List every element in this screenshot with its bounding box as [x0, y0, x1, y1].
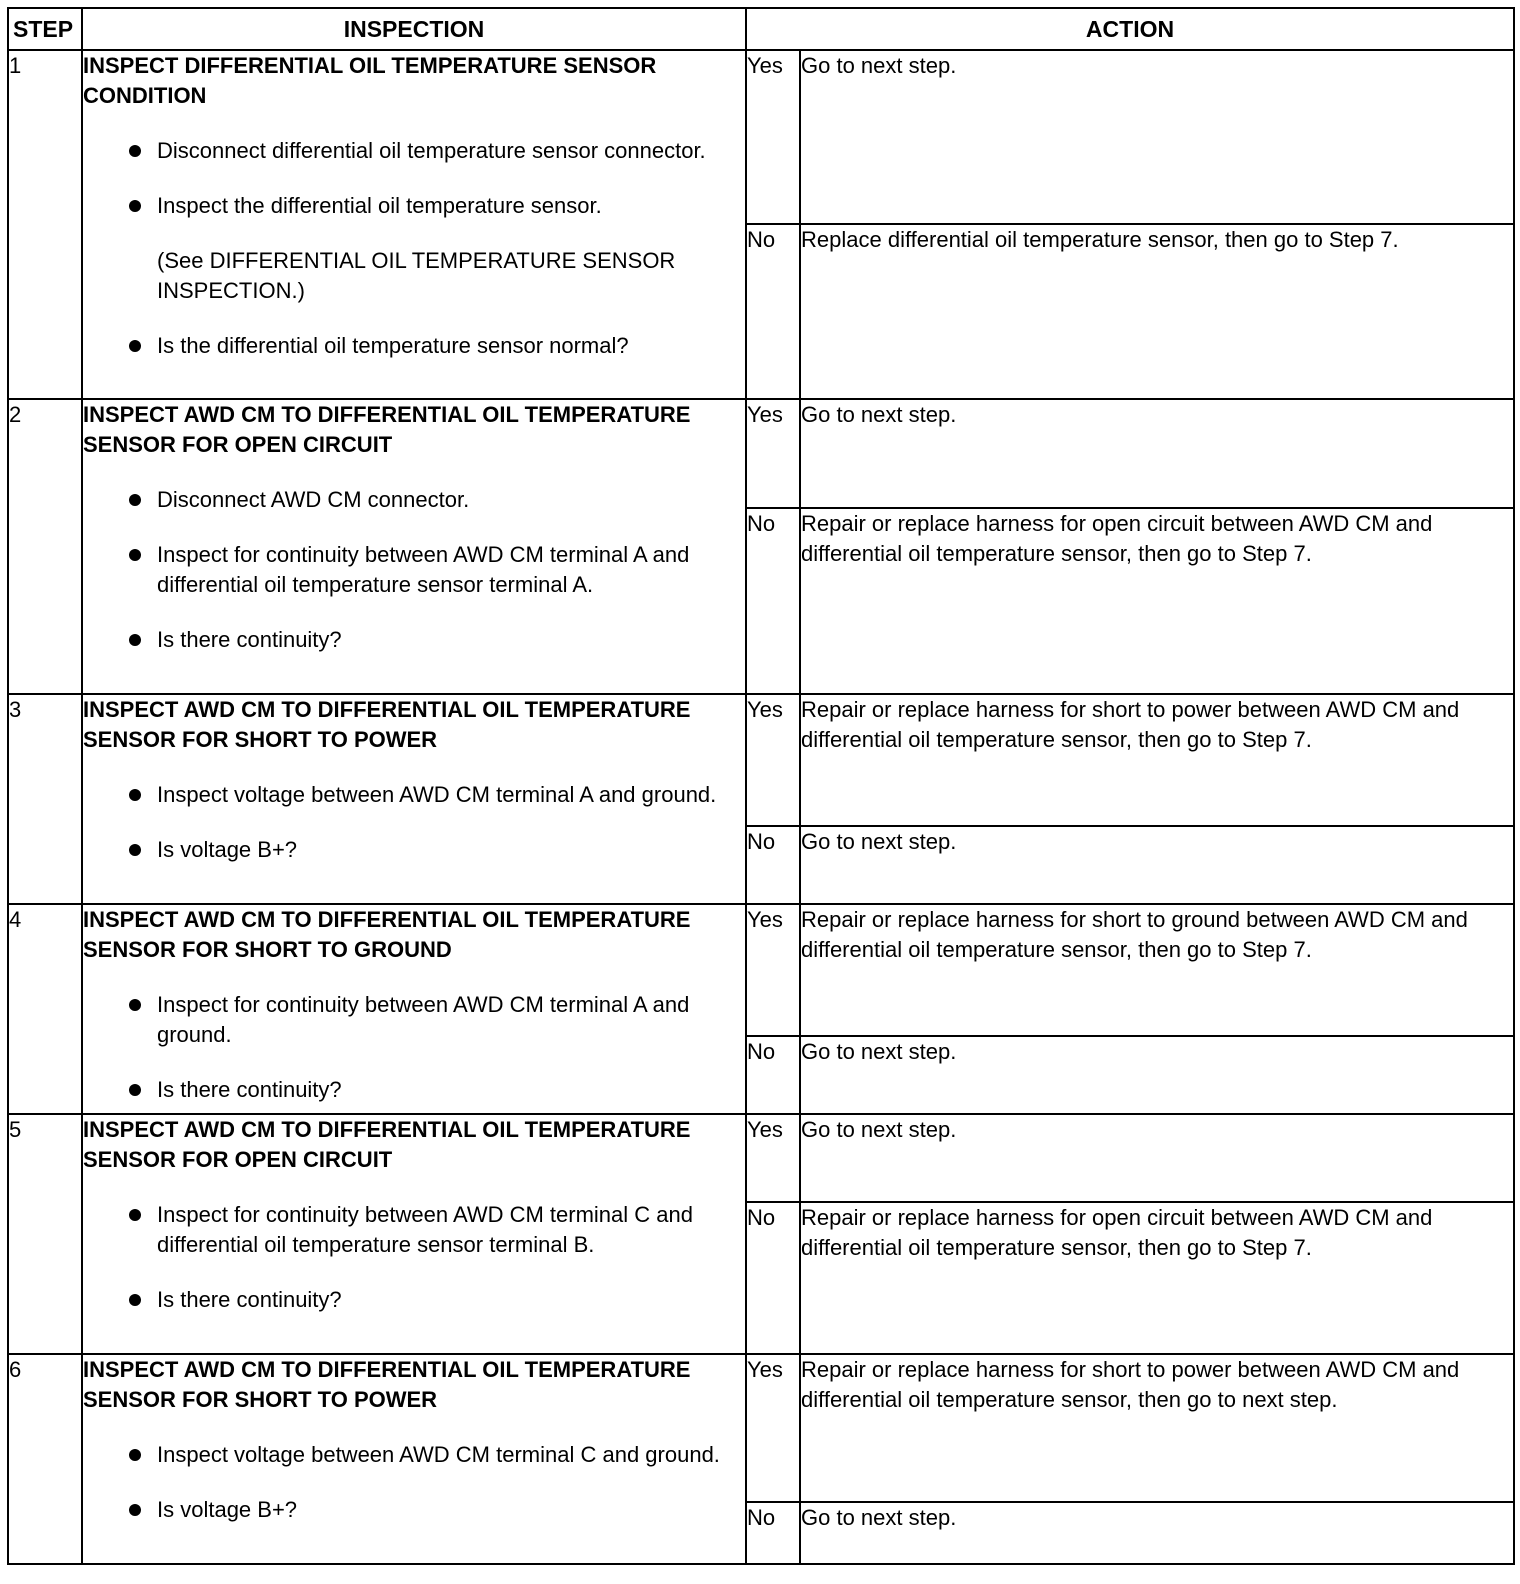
bullet-icon [129, 549, 141, 561]
bullet-item [83, 1075, 745, 1105]
bullet-text: Disconnect differential oil temperature sensor connector. [157, 138, 706, 163]
bullet-text: Is the differential oil temperature sensor normal? [157, 333, 629, 358]
step-number: 3 [8, 694, 82, 904]
bullet-item [83, 331, 745, 361]
bullet-item [83, 1200, 745, 1260]
step-number: 2 [8, 399, 82, 694]
bullet-icon [129, 1084, 141, 1096]
bullet-text: Is there continuity? [157, 627, 342, 652]
bullet-icon [129, 1294, 141, 1306]
no-action: Go to next step. [800, 1502, 1514, 1564]
yes-action: Repair or replace harness for short to ground between AWD CM and differential oil temperature sensor, then go to Step 7. [800, 904, 1514, 1036]
no-action: Repair or replace harness for open circuit between AWD CM and differential oil temperature sensor, then go to Step 7. [800, 1202, 1514, 1354]
inspection-title: INSPECT AWD CM TO DIFFERENTIAL OIL TEMPERATURE SENSOR FOR SHORT TO POWER [83, 697, 691, 752]
header-step: STEP [8, 8, 82, 50]
step-number: 6 [8, 1354, 82, 1564]
inspection-title: INSPECT AWD CM TO DIFFERENTIAL OIL TEMPERATURE SENSOR FOR OPEN CIRCUIT [83, 402, 691, 457]
yes-action: Go to next step. [800, 50, 1514, 224]
bullet-item [83, 990, 745, 1050]
yes-label: Yes [746, 1354, 800, 1502]
bullet-item [83, 835, 745, 865]
inspection-title: INSPECT DIFFERENTIAL OIL TEMPERATURE SENSOR CONDITION [83, 53, 657, 108]
yes-label: Yes [746, 904, 800, 1036]
yes-action: Go to next step. [800, 399, 1514, 508]
step-number: 4 [8, 904, 82, 1114]
no-label: No [746, 1036, 800, 1114]
step-number: 5 [8, 1114, 82, 1354]
bullet-text: Is there continuity? [157, 1077, 342, 1102]
yes-action: Repair or replace harness for short to power between AWD CM and differential oil temperature sensor, then go to Step 7. [800, 694, 1514, 826]
bullet-item [83, 191, 745, 221]
bullet-text: Is voltage B+? [157, 1497, 298, 1522]
yes-action: Go to next step. [800, 1114, 1514, 1202]
table-row [8, 50, 1514, 224]
bullet-icon [129, 145, 141, 157]
inspection-cell [82, 1114, 746, 1354]
header-action: ACTION [746, 8, 1514, 50]
inspection-cell [82, 694, 746, 904]
table-row [8, 1354, 1514, 1502]
no-label: No [746, 508, 800, 694]
diagnostic-procedure-table [7, 7, 1515, 1565]
bullet-icon [129, 844, 141, 856]
bullet-item [83, 540, 745, 600]
yes-label: Yes [746, 399, 800, 508]
bullet-icon [129, 494, 141, 506]
table-header-row [8, 8, 1514, 50]
no-action: Repair or replace harness for open circuit between AWD CM and differential oil temperature sensor, then go to Step 7. [800, 508, 1514, 694]
table-row [8, 694, 1514, 826]
table-row [8, 1114, 1514, 1202]
bullet-icon [129, 999, 141, 1011]
bullet-text: Inspect voltage between AWD CM terminal A and ground. [157, 782, 717, 807]
table-row [8, 399, 1514, 508]
no-action: Go to next step. [800, 826, 1514, 904]
no-label: No [746, 826, 800, 904]
inspection-title: INSPECT AWD CM TO DIFFERENTIAL OIL TEMPERATURE SENSOR FOR OPEN CIRCUIT [83, 1117, 691, 1172]
inspection-title: INSPECT AWD CM TO DIFFERENTIAL OIL TEMPERATURE SENSOR FOR SHORT TO POWER [83, 1357, 691, 1412]
inspection-cell [82, 50, 746, 399]
bullet-item [83, 625, 745, 655]
bullet-text: Inspect the differential oil temperature sensor. [157, 193, 602, 218]
bullet-text: Inspect for continuity between AWD CM terminal A and ground. [157, 992, 690, 1047]
bullet-item [83, 1495, 745, 1525]
header-inspection: INSPECTION [82, 8, 746, 50]
no-label: No [746, 1202, 800, 1354]
no-action: Go to next step. [800, 1036, 1514, 1114]
bullet-text: Inspect for continuity between AWD CM terminal C and differential oil temperature sensor terminal B. [157, 1202, 693, 1257]
bullet-text: Inspect voltage between AWD CM terminal C and ground. [157, 1442, 720, 1467]
bullet-icon [129, 1504, 141, 1516]
yes-label: Yes [746, 50, 800, 224]
inspection-title: INSPECT AWD CM TO DIFFERENTIAL OIL TEMPERATURE SENSOR FOR SHORT TO GROUND [83, 907, 691, 962]
bullet-icon [129, 1209, 141, 1221]
inspection-cell [82, 1354, 746, 1564]
step-number: 1 [8, 50, 82, 399]
bullet-item [83, 780, 745, 810]
bullet-text: Disconnect AWD CM connector. [157, 487, 470, 512]
bullet-item [83, 485, 745, 515]
bullet-item [83, 1285, 745, 1315]
bullet-icon [129, 200, 141, 212]
bullet-text: Is voltage B+? [157, 837, 298, 862]
no-label: No [746, 224, 800, 399]
no-action: Replace differential oil temperature sensor, then go to Step 7. [800, 224, 1514, 399]
inspection-note: (See DIFFERENTIAL OIL TEMPERATURE SENSOR INSPECTION.) [157, 248, 676, 303]
yes-label: Yes [746, 694, 800, 826]
bullet-icon [129, 634, 141, 646]
bullet-text: Inspect for continuity between AWD CM terminal A and differential oil temperature sensor terminal A. [157, 542, 690, 597]
yes-action: Repair or replace harness for short to power between AWD CM and differential oil temperature sensor, then go to next step. [800, 1354, 1514, 1502]
table-row [8, 904, 1514, 1036]
bullet-text: Is there continuity? [157, 1287, 342, 1312]
inspection-cell [82, 399, 746, 694]
inspection-cell [82, 904, 746, 1114]
bullet-icon [129, 1449, 141, 1461]
bullet-icon [129, 789, 141, 801]
bullet-item [83, 136, 745, 166]
yes-label: Yes [746, 1114, 800, 1202]
bullet-icon [129, 340, 141, 352]
no-label: No [746, 1502, 800, 1564]
bullet-item [83, 1440, 745, 1470]
